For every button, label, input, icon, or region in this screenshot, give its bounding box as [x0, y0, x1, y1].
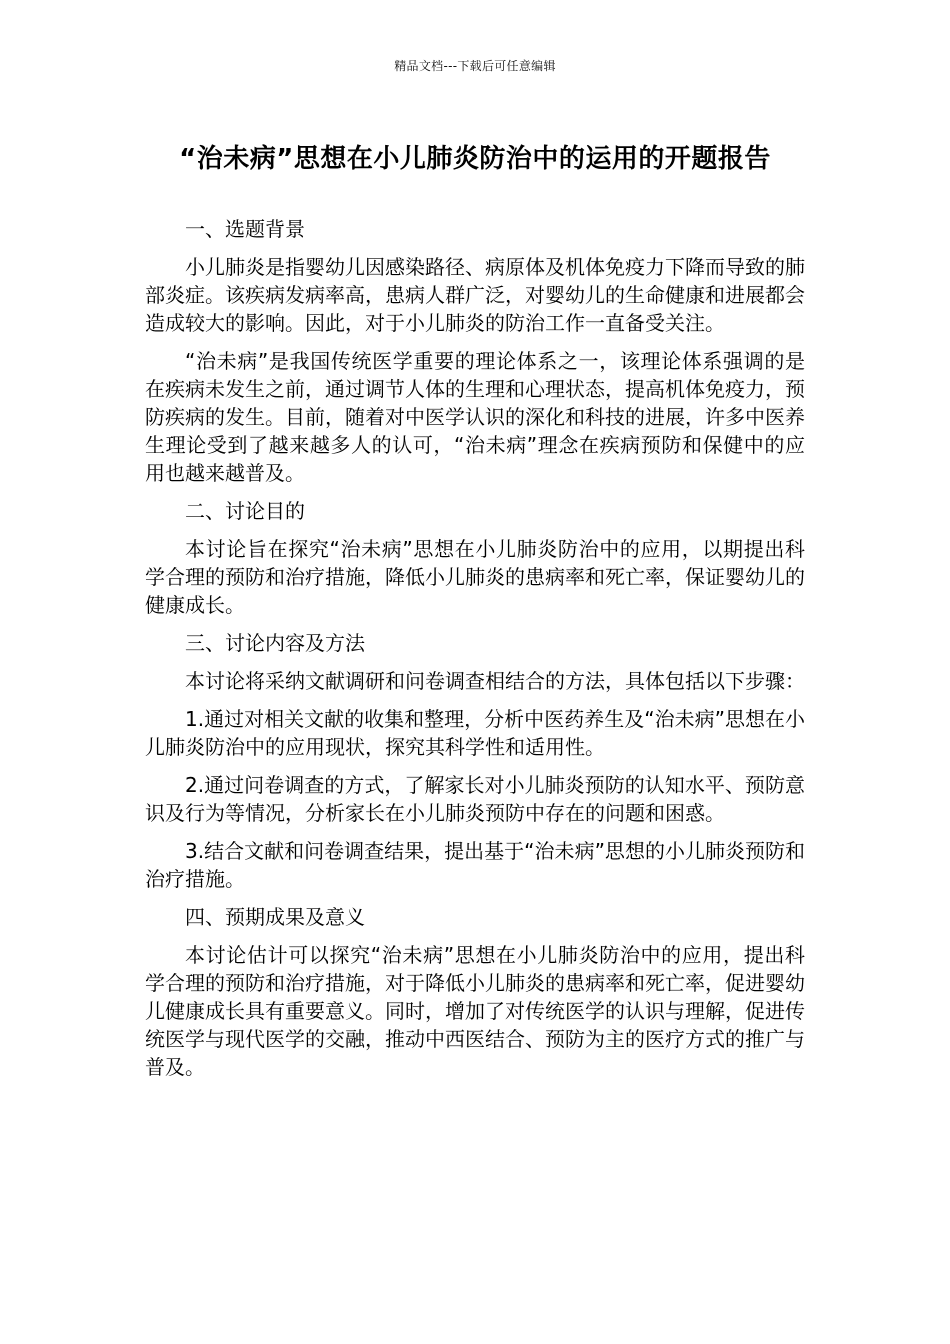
section-heading-expected-results: 四、预期成果及意义 [185, 905, 365, 929]
paragraph: 本讨论旨在探究“治未病”思想在小儿肺炎防治中的应用，以期提出科学合理的预防和治疗措施，降低小儿肺炎的患病率和死亡率，保证婴幼儿的健康成长。 [145, 537, 805, 617]
section-heading-content-method: 三、讨论内容及方法 [185, 631, 365, 655]
paragraph: “治未病”是我国传统医学重要的理论体系之一，该理论体系强调的是在疾病未发生之前，通过调节人体的生理和心理状态，提高机体免疫力，预防疾病的发生。目前，随着对中医学认识的深化和科技的进展，许多中医养生理论受到了越来越多人的认可，“治未病”理念在疾病预防和保健中的应用也越来越普及。 [145, 349, 805, 485]
paragraph: 本讨论将采纳文献调研和问卷调查相结合的方法，具体包括以下步骤： [185, 669, 805, 693]
list-item: 1.通过对相关文献的收集和整理，分析中医药养生及“治未病”思想在小儿肺炎防治中的应用现状，探究其科学性和适用性。 [145, 707, 805, 759]
section-heading-purpose: 二、讨论目的 [185, 499, 305, 523]
header-note: 精品文档---下载后可任意编辑 [394, 59, 556, 73]
paragraph: 本讨论估计可以探究“治未病”思想在小儿肺炎防治中的应用，提出科学合理的预防和治疗措施，对于降低小儿肺炎的患病率和死亡率，促进婴幼儿健康成长具有重要意义。同时，增加了对传统医学的认识与理解，促进传统医学与现代医学的交融，推动中西医结合、预防为主的医疗方式的推广与普及。 [145, 943, 805, 1079]
document-body [145, 215, 805, 1091]
list-item: 2.通过问卷调查的方式，了解家长对小儿肺炎预防的认知水平、预防意识及行为等情况，分析家长在小儿肺炎预防中存在的问题和困惑。 [145, 773, 805, 825]
list-item: 3.结合文献和问卷调查结果，提出基于“治未病”思想的小儿肺炎预防和治疗措施。 [145, 839, 805, 891]
document-title: “治未病”思想在小儿肺炎防治中的运用的开题报告 [179, 144, 771, 174]
paragraph: 小儿肺炎是指婴幼儿因感染路径、病原体及机体免疫力下降而导致的肺部炎症。该疾病发病率高，患病人群广泛，对婴幼儿的生命健康和进展都会造成较大的影响。因此，对于小儿肺炎的防治工作一直备受关注。 [145, 255, 805, 335]
section-heading-background: 一、选题背景 [185, 217, 305, 241]
